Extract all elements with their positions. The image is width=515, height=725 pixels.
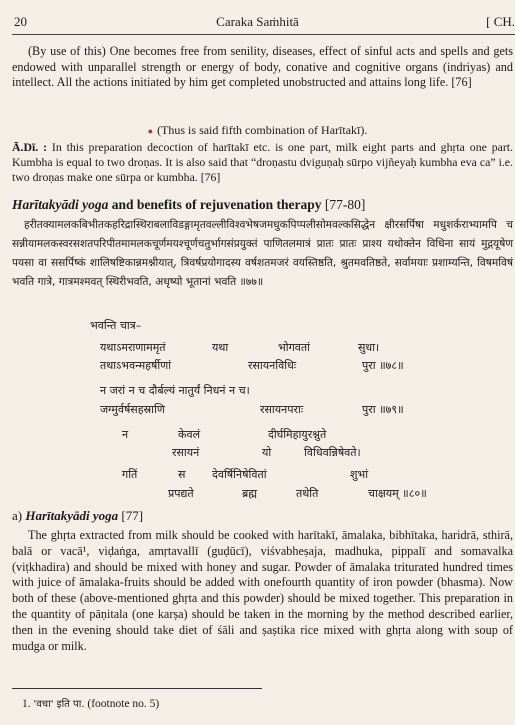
- verse-word: पुरा ॥७९॥: [362, 403, 404, 416]
- verse-word: यथाऽमराणाममृतं: [100, 341, 166, 354]
- footnote: [22, 696, 159, 710]
- verse-word: प्रपद्यते: [168, 487, 194, 500]
- verse-word: सुधा।: [358, 341, 380, 354]
- verse-word: शुभां: [350, 468, 369, 481]
- verse-word: न जरां न च दौर्बल्यं नातुर्यं निधनं न च।: [100, 384, 250, 397]
- running-title: Caraka Saṁhitā: [216, 14, 299, 29]
- page-header: [14, 14, 515, 32]
- verse-word: न: [122, 428, 129, 441]
- subsection-name: Harītakyādi yoga: [25, 508, 119, 523]
- verse-word: भोगवतां: [278, 341, 311, 354]
- section-heading-rest: and benefits of rejuvenation therapy: [108, 197, 325, 212]
- footnote-devanagari: 'वचा' इति पा.: [33, 699, 85, 710]
- verse-word: गतिं: [122, 468, 138, 481]
- section-heading-yoga: Harītakyādi yoga: [12, 197, 109, 212]
- verse-word: ब्रह्म: [242, 487, 258, 500]
- verse-word: स: [178, 468, 186, 481]
- footnote-text: (footnote no. 5): [87, 698, 160, 710]
- footnote-number: 1.: [22, 698, 31, 710]
- header-rule: [12, 34, 515, 35]
- page-number: 20: [14, 14, 27, 29]
- verse-word: यथा: [212, 341, 229, 354]
- verse-word: रसायनं: [172, 446, 200, 459]
- bhavanti-line: भवन्ति चात्र–: [90, 319, 142, 332]
- paragraph-recipe: The ghṛta extracted from milk should be cooked with harītakī, āmalaka, bibhītaka, haridrā, sthirā, balā or vacā¹, viḍaṅga, amṛtavallī (guḍūcī), viśvabheṣaja, madhuka, pippalī and somavalka (viṭkhadira) and should be mixed with honey and sugar. Powder of āmalaka triturated hundred times with juice of āmalaka-fruits should be added with onefourth quantity of iron powder (bhasma). Now both of these (above-mentioned ghṛta and this powder) should be mixed together. This preparation in the quantity of pāṇitala (one karṣa) should be taken in the morning by the method described earlier, then in the evening should take diet of śāli and ṣaṣtika rice mixed with ghṛta along with soup of mudga or milk.: [12, 528, 513, 653]
- verse-word: दीर्घमिहायुरश्नुते: [268, 428, 327, 441]
- verse-word: तथाऽभवन्महर्षीणां: [100, 359, 172, 372]
- verse-word: रसायनविधिः: [248, 359, 297, 372]
- subsection-heading: [12, 508, 143, 524]
- verse-word: जग्मुर्वर्षसहस्राणि: [100, 403, 165, 416]
- verse-word: केवलं: [178, 428, 201, 441]
- combination-note: [0, 123, 515, 138]
- verse-word: पुरा ॥७८॥: [362, 359, 404, 372]
- verse-word: विधिवन्निषेवते।: [304, 446, 361, 459]
- footnote-rule: [12, 688, 262, 689]
- verse-word: देवर्षिनिषेवितां: [212, 468, 267, 481]
- chapter-marker: [ CH.: [486, 14, 515, 29]
- bullet-icon: ●: [147, 126, 154, 136]
- verse-word: यो: [262, 446, 272, 459]
- verse-word: रसायनपराः: [260, 403, 304, 416]
- subsection-prefix: a): [12, 508, 26, 523]
- adi-text: In this preparation decoction of harītakī etc. is one part, milk eight parts and ghṛta one part. Kumbha is equal to two droṇas. It is also said that “droṇastu dviguṇaḥ sūrpo vijñeyaḥ kumbha eva ca” i.e. two droṇas make one sūrpa or kumbha. [76]: [12, 140, 513, 185]
- combination-note-text: (Thus is said fifth combination of Harītakī).: [157, 123, 368, 137]
- paragraph-translation-76: (By use of this) One becomes free from senility, diseases, effect of sinful acts and spells and gets endowed with unparallel strength or energy of body, conative and cognitive organs (indriyas) and intellect. All the actions initiated by him get completed unobstructed and attains long life. [76]: [12, 44, 513, 90]
- adi-label: Ā.Dī. :: [12, 140, 48, 154]
- verse-word: चाक्षयम् ॥८०॥: [368, 487, 427, 500]
- adi-commentary: [12, 140, 513, 186]
- subsection-ref: [77]: [118, 508, 144, 523]
- section-heading-range: [77-80]: [324, 197, 366, 212]
- sanskrit-prose-77: हरीतक्यामलकबिभीतकहरिद्रास्थिराबलाविडङ्गामृतवल्लीविश्वभेषजमधुकपिप्पलीसोमवल्कसिद्धेन क्षीरसर्पिषा मधुशर्कराभ्यामपि च सन्नीयामलकस्वरसशतपरिपीतमामलकचूर्णमयश्चूर्णचतुर्भागसंप्रयुक्तं पाणितलमात्रं प्रातः प्रातः प्राश्य यथोक्तेन विधिना सायं मुद्गयूषेण पयसा वा ससर्पिष्कं शालिषष्टिकान्नमश्नीयात्, त्रिवर्षप्रयोगादस्य वर्षशतमजरं वयस्तिष्ठति, श्रुतमवतिष्ठते, सर्वामयाः प्रशाम्यन्ति, विषमविषं भवति गात्रे, गात्रमश्मवत् स्थिरीभवति, अधृष्यो भूतानां भवति ॥७७॥: [12, 219, 513, 288]
- verse-word: तथेति: [296, 487, 319, 500]
- section-heading: [12, 197, 365, 213]
